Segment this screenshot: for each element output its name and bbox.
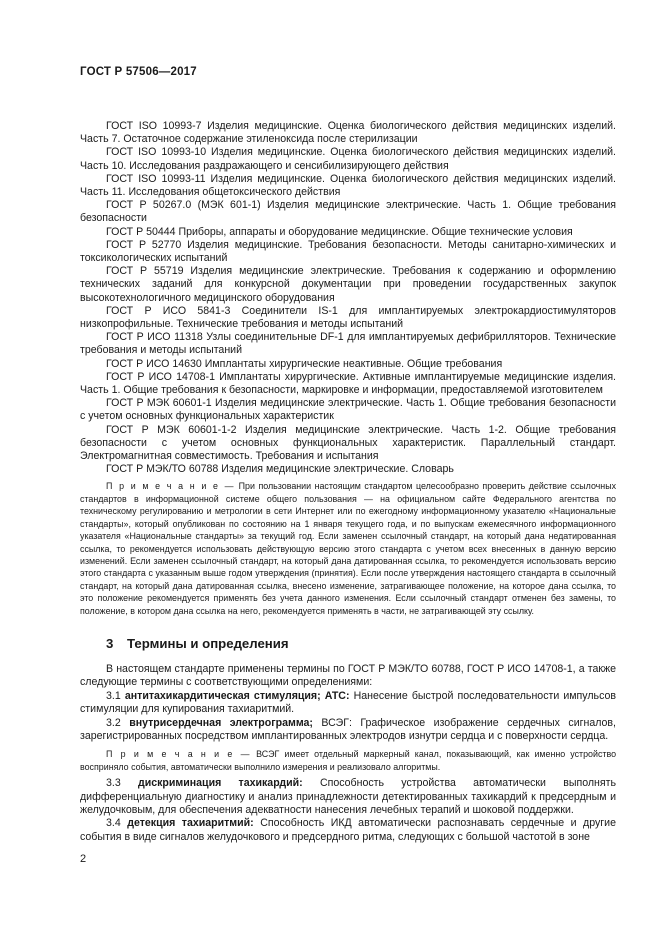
term-number: 3.4	[106, 817, 121, 830]
reference-item: ГОСТ Р ИСО 11318 Узлы соединительные DF-1 для имплантируемых дефибрилляторов. Технические требования и методы испытаний	[80, 331, 616, 357]
term-definition: Способность ИКД автоматически распознавать сердечные и другие события в виде сигналов желудочкового и предсердного ритма, следующих с большой частотой в зоне	[80, 817, 616, 843]
reference-item: ГОСТ ISO 10993-7 Изделия медицинские. Оценка биологического действия медицинских изделий. Часть 7. Остаточное содержание этиленоксида после стерилизации	[80, 120, 616, 146]
section-intro: В настоящем стандарте применены термины по ГОСТ Р МЭК/ТО 60788, ГОСТ Р ИСО 14708-1, а также следующие термины с соответствующими определениями:	[80, 662, 616, 689]
note-label: П р и м е ч а н и е —	[106, 481, 236, 492]
term-number: 3.1	[106, 689, 121, 702]
term-name: внутрисердечная электрограмма;	[129, 716, 313, 729]
document-body	[80, 120, 616, 844]
term-name: антитахикардитическая стимуляция; АТС:	[124, 689, 350, 702]
section-heading	[80, 636, 616, 651]
reference-item: ГОСТ Р 50267.0 (МЭК 601-1) Изделия медицинские электрические. Часть 1. Общие требования безопасности	[80, 199, 616, 225]
section-number: 3	[106, 635, 114, 651]
reference-item: ГОСТ Р ИСО 14708-1 Имплантаты хирургические. Активные имплантируемые медицинские изделия. Часть 1. Общие требования к безопасности, маркировке и информации, предоставляемой изготовителем	[80, 370, 616, 397]
term-number: 3.2	[106, 716, 121, 729]
reference-item: ГОСТ ISO 10993-10 Изделия медицинские. Оценка биологического действия медицинских изделий. Часть 10. Исследования раздражающего и сенсибилизирующего действия	[80, 146, 616, 172]
note-label: П р и м е ч а н и е —	[106, 749, 252, 760]
reference-note	[80, 480, 616, 616]
term-entry	[80, 777, 616, 817]
page-header-standard-id: ГОСТ Р 57506—2017	[80, 66, 197, 78]
term-number: 3.3	[106, 777, 121, 790]
reference-item: ГОСТ Р МЭК/ТО 60788 Изделия медицинские электрические. Словарь	[106, 463, 454, 476]
reference-item: ГОСТ Р 52770 Изделия медицинские. Требования безопасности. Методы санитарно-химических и токсикологических испытаний	[80, 238, 616, 265]
references-list	[80, 120, 616, 476]
reference-item: ГОСТ Р ИСО 14630 Имплантаты хирургические неактивные. Общие требования	[106, 357, 503, 370]
term-definition: ВСЭГ: Графическое изображение сердечных сигналов, зарегистрированных посредством имплантированных электродов изнутри сердца и с поверхности сердца.	[80, 716, 616, 742]
reference-item: ГОСТ Р ИСО 5841-3 Соединители IS-1 для имплантируемых электрокардиостимуляторов низкопрофильные. Технические требования и методы испытаний	[80, 304, 616, 331]
reference-item: ГОСТ Р МЭК 60601-1 Изделия медицинские электрические. Часть 1. Общие требования безопасности с учетом основных функциональных характеристик	[80, 397, 616, 423]
reference-item: ГОСТ ISO 10993-11 Изделия медицинские. Оценка биологического действия медицинских изделий. Часть 11. Исследования общетоксического действия	[80, 172, 616, 199]
reference-item: ГОСТ Р 55719 Изделия медицинские электрические. Требования к содержанию и оформлению технических заданий для конкурсной документации при проведении государственных закупок высокотехнологичного медицинского оборудования	[80, 265, 616, 304]
note-text: ВСЭГ имеет отдельный маркерный канал, показывающий, как именно устройство восприняло события, автоматически выполнило измерения и реализовало алгоритмы.	[80, 749, 617, 772]
note-text: При пользовании настоящим стандартом целесообразно проверить действие ссылочных стандартов в информационной системе общего пользования — на официальном сайте Федерального агентства по техническому регулированию и метрологии в сети Интернет или по ежегодному информационному указателю «Национальные стандарты», который опубликован по состоянию на 1 января текущего года, и по выпускам ежемесячного информационного указателя «Национальные стандарты» за текущий год. Если заменен ссылочный стандарт, на который дана недатированная ссылка, то рекомендуется использовать действующую версию этого стандарта с учетом всех внесенных в данную версию изменений. Если заменен ссылочный стандарт, на который дана датированная ссылка, то рекомендуется использовать версию этого стандарта с указанным выше годом утверждения (принятия). Если после утверждения настоящего стандарта в ссылочный стандарт, на который дана датированная ссылка, внесено изменение, затрагивающее положение, на которое дана ссылка, то это положение рекомендуется применять без учета данного изменения. Если ссылочный стандарт отменен без замены, то положение, в котором дана ссылка на него, рекомендуется применять в части, не затрагивающей эту ссылку.	[80, 481, 617, 616]
term-name: дискриминация тахикардий:	[138, 777, 303, 790]
term-entry	[80, 717, 616, 744]
term-name: детекция тахиаритмий:	[127, 817, 254, 830]
reference-item: ГОСТ Р МЭК 60601-1-2 Изделия медицинские электрические. Часть 1-2. Общие требования безопасности с учетом основных функциональных характеристик. Параллельный стандарт. Электромагнитная совместимость. Требования и испытания	[80, 423, 616, 463]
term-definition: Способность устройства автоматически выполнять дифференциальную диагностику и анализ принадлежности детектированных тахикардий к предсердным и желудочковым, для обеспечения адекватности нанесения лечебных терапий и шоковой поддержки.	[80, 777, 617, 817]
term-entry	[80, 690, 616, 717]
page-number: 2	[80, 853, 87, 865]
term-note	[80, 748, 616, 773]
term-entry	[80, 817, 616, 844]
term-definition: Нанесение быстрой последовательности импульсов стимуляции для купирования тахиаритмий.	[80, 689, 616, 716]
section-title: Термины и определения	[127, 635, 289, 651]
reference-item: ГОСТ Р 50444 Приборы, аппараты и оборудование медицинские. Общие технические условия	[106, 225, 573, 238]
